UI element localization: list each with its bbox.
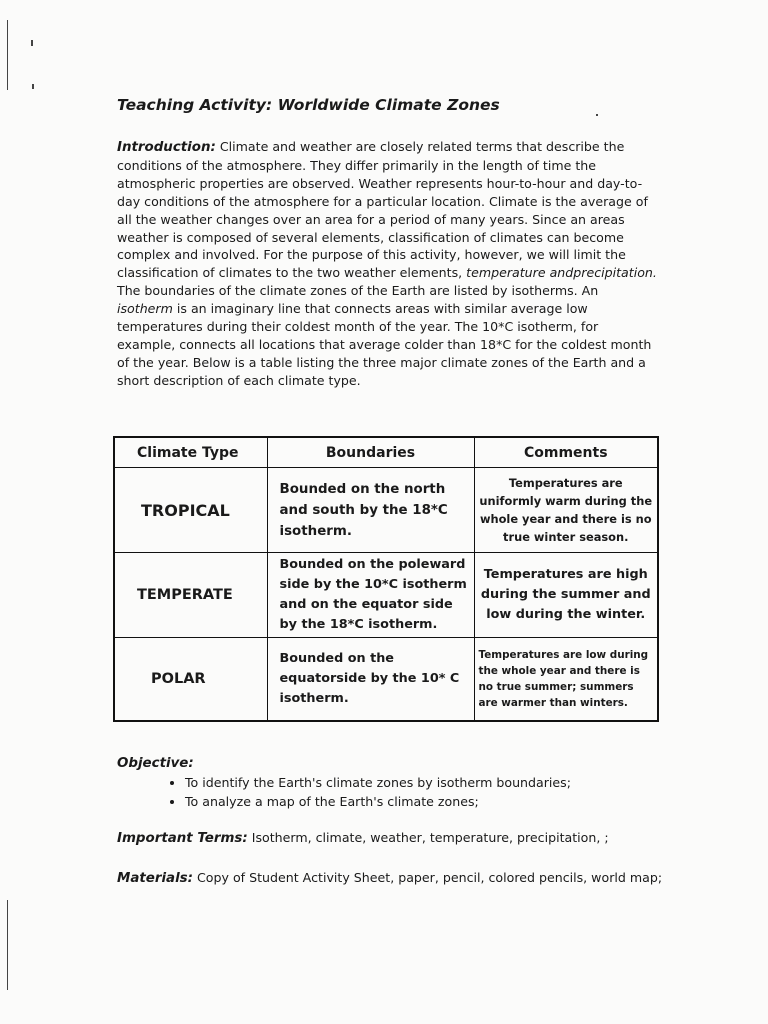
left-margin-line xyxy=(7,900,8,990)
left-margin-line xyxy=(7,20,8,90)
important-terms-line xyxy=(117,830,609,846)
introduction-emphasis-isotherm: isotherm xyxy=(117,301,173,317)
table-row xyxy=(114,638,658,721)
materials-line xyxy=(117,870,662,886)
climate-type-cell: POLAR xyxy=(114,638,267,721)
header-boundaries: Boundaries xyxy=(267,437,474,468)
climate-type-cell: TROPICAL xyxy=(114,468,267,553)
materials-text: Copy of Student Activity Sheet, paper, pencil, colored pencils, world map; xyxy=(197,870,663,885)
objective-section xyxy=(117,752,571,811)
boundaries-cell: Bounded on the north and south by the 18*C isotherm. xyxy=(267,468,474,553)
boundaries-cell: Bounded on the equatorside by the 10* C isotherm. xyxy=(267,638,474,721)
materials-label: Materials: xyxy=(117,871,193,886)
comments-cell: Temperatures are low during the whole year and there is no true summer; summers are warmer than winters. xyxy=(474,638,658,721)
climate-zones-table xyxy=(113,436,659,722)
comments-cell: Temperatures are high during the summer and low during the winter. xyxy=(474,553,658,638)
objective-list xyxy=(167,773,571,811)
climate-type-cell: TEMPERATE xyxy=(114,553,267,638)
table-row xyxy=(114,468,658,553)
comments-cell: Temperatures are uniformly warm during the whole year and there is no true winter season. xyxy=(474,468,658,553)
important-terms-text: Isotherm, climate, weather, temperature, precipitation, ; xyxy=(251,830,609,845)
margin-speck xyxy=(31,40,33,46)
introduction-text-2: The boundaries of the climate zones of the Earth are listed by isotherms. An xyxy=(117,283,599,299)
important-terms-label: Important Terms: xyxy=(117,831,248,846)
margin-speck xyxy=(32,84,34,89)
introduction-paragraph xyxy=(117,138,657,390)
introduction-text-1: Climate and weather are closely related terms that describe the conditions of the atmosphere. They differ primarily in the length of time the atmospheric properties are observed. Weather represents hour-to-hour and day-to-day conditions of the atmosphere for a particular location. Climate is the average of all the weather changes over an area for a period of many years. Since an areas weather is composed of several elements, classification of climates can become complex and involved. For the purpose of this activity, however, we will limit the classification of climates to the two weather elements, xyxy=(117,139,648,281)
introduction-label: Introduction: xyxy=(117,140,216,155)
objective-label: Objective: xyxy=(117,756,194,771)
list-item: • To analyze a map of the Earth's climate zones; xyxy=(185,792,571,811)
table-row xyxy=(114,553,658,638)
introduction-emphasis-weather-elements: temperature andprecipitation. xyxy=(466,265,657,281)
header-comments: Comments xyxy=(474,437,658,468)
document-title: Teaching Activity: Worldwide Climate Zones xyxy=(117,96,500,114)
margin-speck xyxy=(596,114,598,116)
header-climate-type: Climate Type xyxy=(114,437,267,468)
boundaries-cell: Bounded on the poleward side by the 10*C isotherm and on the equator side by the 18*C isotherm. xyxy=(267,553,474,638)
list-item: • To identify the Earth's climate zones by isotherm boundaries; xyxy=(185,773,571,792)
introduction-text-3: is an imaginary line that connects areas with similar average low temperatures during their coldest month of the year. The 10*C isotherm, for example, connects all locations that average colder than 18*C for the coldest month of the year. Below is a table listing the three major climate zones of the Earth and a short description of each climate type. xyxy=(117,301,652,388)
table-header-row xyxy=(114,437,658,468)
